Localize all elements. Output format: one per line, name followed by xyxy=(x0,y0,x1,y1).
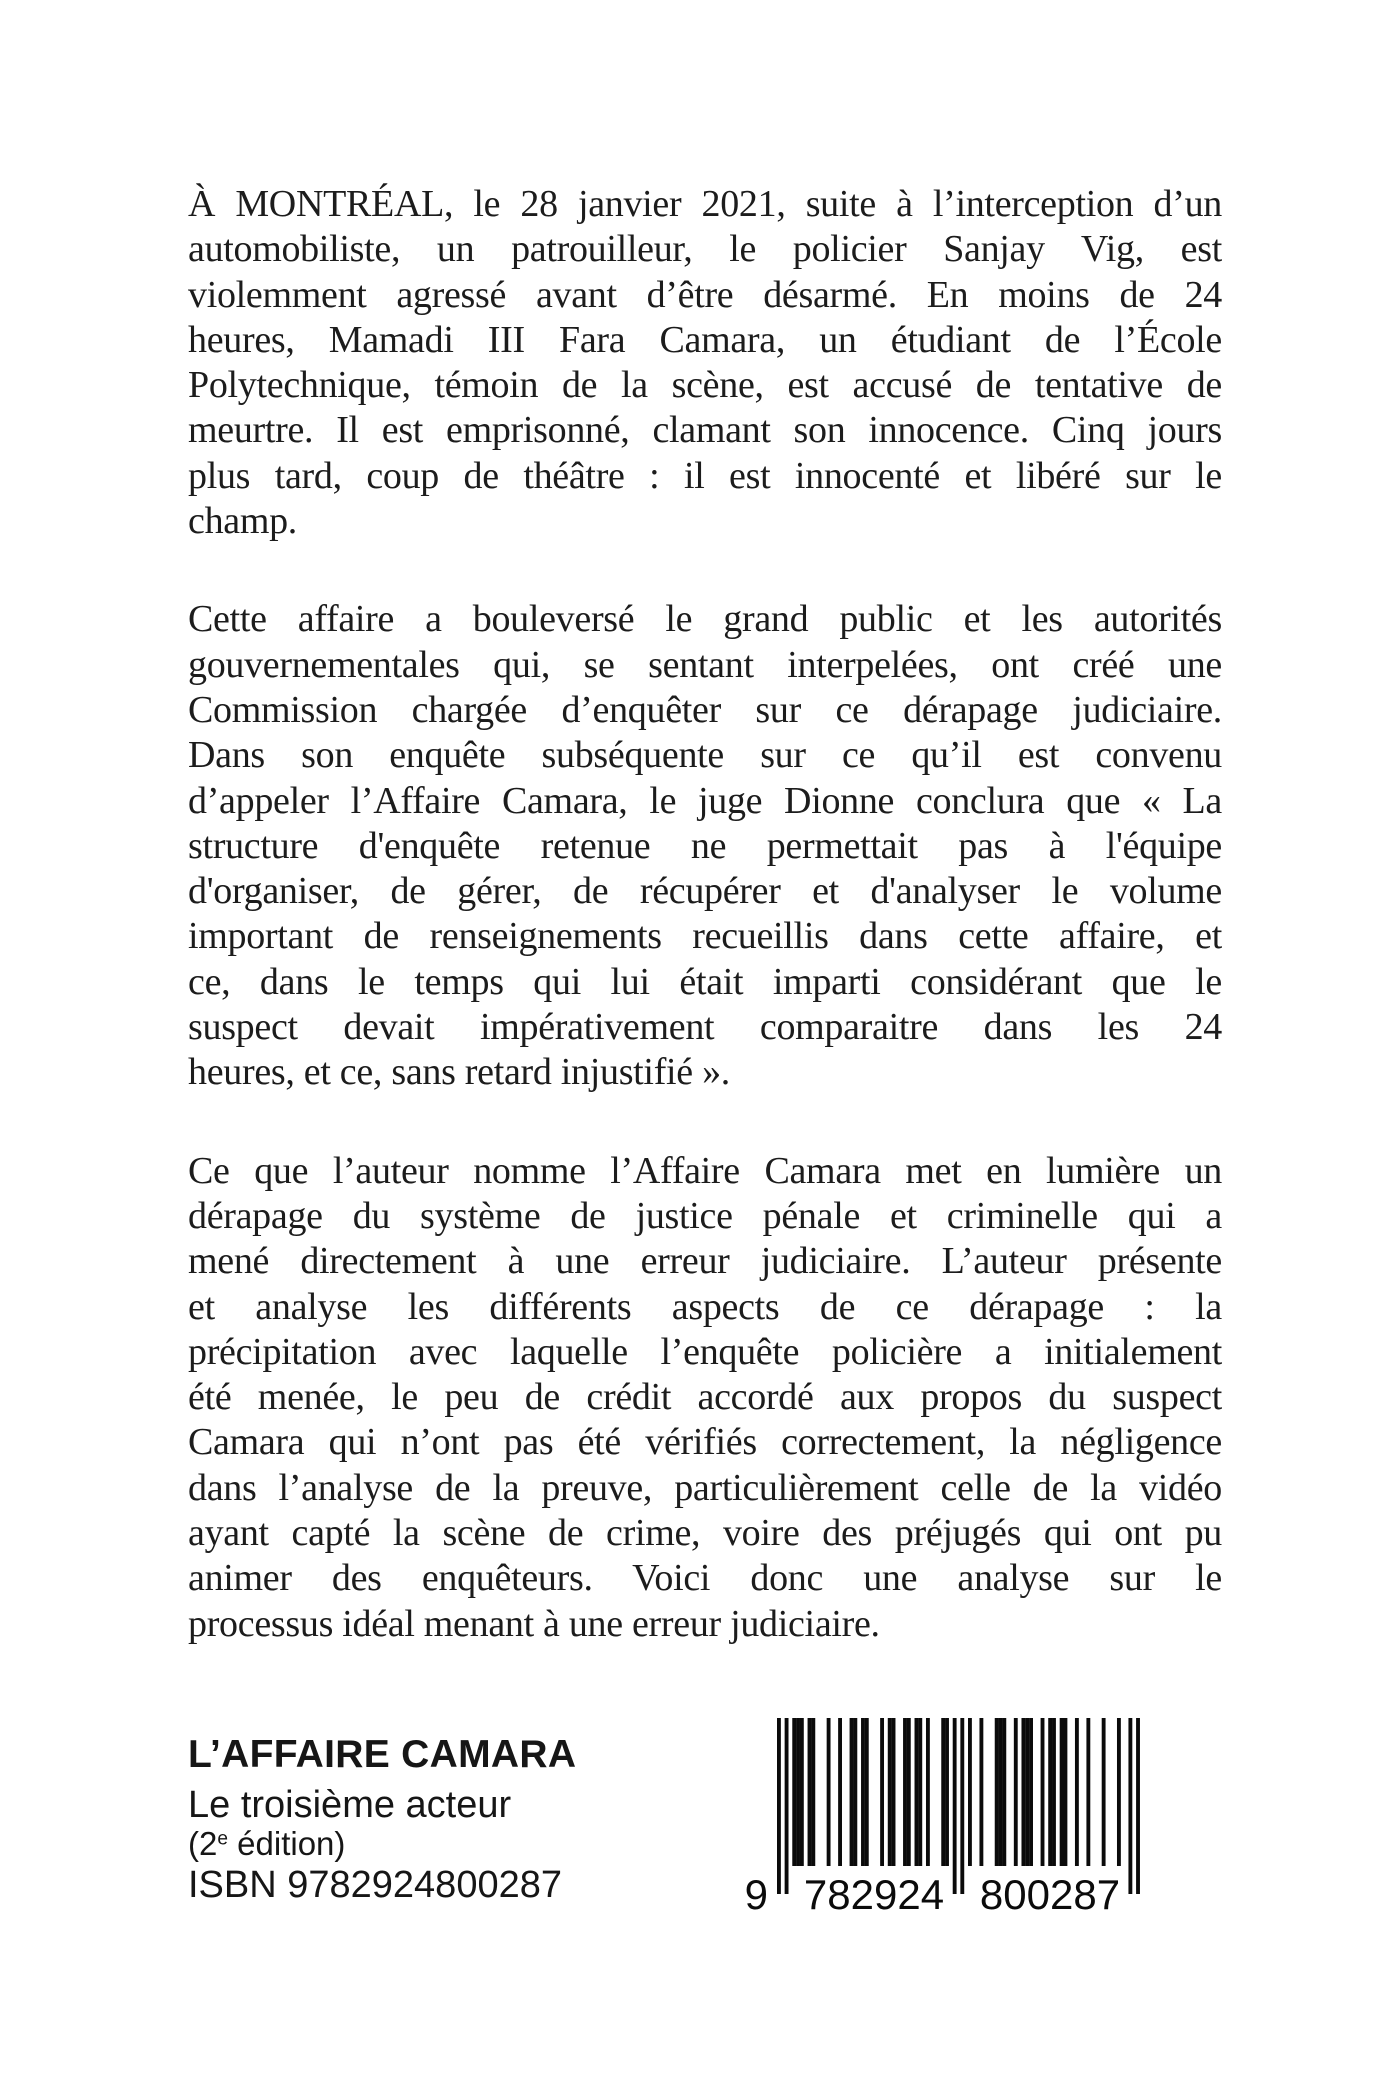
text-line: gouvernementales qui, se sentant interpelées, ont créé une xyxy=(188,643,1222,686)
barcode-bar xyxy=(850,1718,854,1866)
barcode-digits: 9 xyxy=(744,1871,768,1918)
text-line: À MONTRÉAL, le 28 janvier 2021, suite à l’interception d’un xyxy=(188,183,1222,225)
barcode-bar xyxy=(945,1718,949,1866)
barcode-bar xyxy=(880,1718,884,1866)
barcode-bar xyxy=(1041,1718,1045,1866)
barcode xyxy=(740,1705,1160,1925)
barcode-bar xyxy=(903,1718,907,1866)
barcode-bar xyxy=(1052,1718,1056,1866)
book-edition xyxy=(188,1824,576,1863)
barcode-bar xyxy=(861,1718,865,1866)
text-line: processus idéal menant à une erreur judiciaire. xyxy=(188,1602,880,1645)
barcode-bar xyxy=(1128,1718,1132,1894)
barcode-bar xyxy=(918,1718,922,1866)
barcode-bar xyxy=(907,1718,911,1866)
barcode-bar xyxy=(995,1718,999,1866)
barcode-digits: 800287 xyxy=(979,1871,1121,1918)
barcode-bar xyxy=(1025,1718,1029,1866)
barcode-bar xyxy=(777,1718,781,1894)
text-line: automobiliste, un patrouilleur, le policier Sanjay Vig, est xyxy=(188,228,1222,271)
text-line: Polytechnique, témoin de la scène, est accusé de tentative de xyxy=(188,364,1222,407)
text-line: Commission chargée d’enquêter sur ce dérapage judiciaire. xyxy=(188,688,1222,731)
text-line: été menée, le peu de crédit accordé aux propos du suspect xyxy=(188,1376,1222,1419)
synopsis xyxy=(188,182,1222,1647)
barcode-bar xyxy=(1048,1718,1052,1866)
barcode-bar xyxy=(1029,1718,1033,1866)
barcode-bar xyxy=(953,1718,957,1894)
text-line: Dans son enquête subséquente sur ce qu’il est convenu xyxy=(188,734,1222,777)
text-line: précipitation avec laquelle l’enquête policière a initialement xyxy=(188,1330,1222,1373)
text-line: violemment agressé avant d’être désarmé. En moins de 24 xyxy=(188,273,1222,316)
barcode-bar xyxy=(800,1718,804,1866)
text-line: Camara qui n’ont pas été vérifiés correctement, la négligence xyxy=(188,1421,1222,1464)
text-line: d’appeler l’Affaire Camara, le juge Dionne conclura que « La xyxy=(188,779,1222,822)
text-line: dans l’analyse de la preuve, particulièrement celle de la vidéo xyxy=(188,1466,1222,1509)
barcode-digits: 782924 xyxy=(803,1871,945,1918)
barcode-bar xyxy=(926,1718,930,1866)
barcode-bar xyxy=(792,1718,796,1866)
edition-superscript: e xyxy=(217,1828,228,1850)
synopsis-paragraph xyxy=(188,182,1222,544)
text-line: mené directement à une erreur judiciaire. L’auteur présente xyxy=(188,1240,1222,1283)
text-line: heures, Mamadi III Fara Camara, un étudiant de l’École xyxy=(188,318,1222,361)
barcode-bar xyxy=(1064,1718,1068,1866)
barcode-bar xyxy=(999,1718,1003,1866)
text-line: important de renseignements recueillis dans cette affaire, et xyxy=(188,915,1222,958)
text-line: structure d'enquête retenue ne permettait pas à l'équipe xyxy=(188,824,1222,867)
text-line: Cette affaire a bouleversé le grand public et les autorités xyxy=(188,598,1222,641)
synopsis-paragraph xyxy=(188,1149,1222,1647)
barcode-bar xyxy=(1002,1718,1006,1866)
text-line: et analyse les différents aspects de ce dérapage : la xyxy=(188,1285,1222,1328)
book-info-block xyxy=(188,1730,576,1904)
barcode-bar xyxy=(1117,1718,1121,1866)
barcode-svg xyxy=(740,1705,1160,1925)
barcode-bar xyxy=(915,1718,919,1866)
edition-suffix: édition) xyxy=(227,1825,346,1862)
barcode-bar xyxy=(1086,1718,1090,1866)
barcode-bar xyxy=(892,1718,896,1866)
text-line: champ. xyxy=(188,500,297,543)
text-line: d'organiser, de gérer, de récupérer et d'analyser le volume xyxy=(188,870,1222,913)
barcode-bar xyxy=(838,1718,842,1866)
barcode-bar xyxy=(1136,1718,1140,1894)
barcode-bar xyxy=(853,1718,857,1866)
text-line: ce, dans le temps qui lui était imparti considérant que le xyxy=(188,960,1222,1003)
edition-prefix: (2 xyxy=(188,1825,218,1862)
barcode-bar xyxy=(968,1718,972,1866)
barcode-bar xyxy=(1021,1718,1025,1866)
text-line: meurtre. Il est emprisonné, clamant son innocence. Cinq jours xyxy=(188,409,1222,452)
text-line: plus tard, coup de théâtre : il est innocenté et libéré sur le xyxy=(188,454,1222,497)
barcode-bar xyxy=(865,1718,869,1866)
text-line: animer des enquêteurs. Voici donc une analyse sur le xyxy=(188,1557,1222,1600)
barcode-bar xyxy=(979,1718,983,1866)
barcode-bar xyxy=(811,1718,815,1866)
text-line: suspect devait impérativement comparaitre dans les 24 xyxy=(188,1006,1222,1049)
barcode-bar xyxy=(941,1718,945,1866)
barcode-bar xyxy=(808,1718,812,1866)
book-title: L’AFFAIRE CAMARA xyxy=(188,1733,577,1776)
barcode-bar xyxy=(796,1718,800,1866)
barcode-bar xyxy=(785,1718,789,1894)
synopsis-paragraph xyxy=(188,597,1222,1095)
text-line: Ce que l’auteur nomme l’Affaire Camara met en lumière un xyxy=(188,1149,1222,1192)
barcode-bar xyxy=(1075,1718,1079,1866)
book-subtitle: Le troisième acteur xyxy=(188,1784,512,1826)
text-line: ayant capté la scène de crime, voire des préjugés qui ont pu xyxy=(188,1512,1222,1555)
barcode-bar xyxy=(1014,1718,1018,1866)
text-line: heures, et ce, sans retard injustifié ». xyxy=(188,1051,730,1094)
barcode-bar xyxy=(1102,1718,1106,1866)
barcode-bar xyxy=(888,1718,892,1866)
text-line: dérapage du système de justice pénale et criminelle qui a xyxy=(188,1194,1222,1237)
barcode-bar xyxy=(827,1718,831,1866)
barcode-bar xyxy=(1060,1718,1064,1866)
book-isbn: ISBN 9782924800287 xyxy=(188,1864,562,1906)
barcode-bar xyxy=(960,1718,964,1894)
